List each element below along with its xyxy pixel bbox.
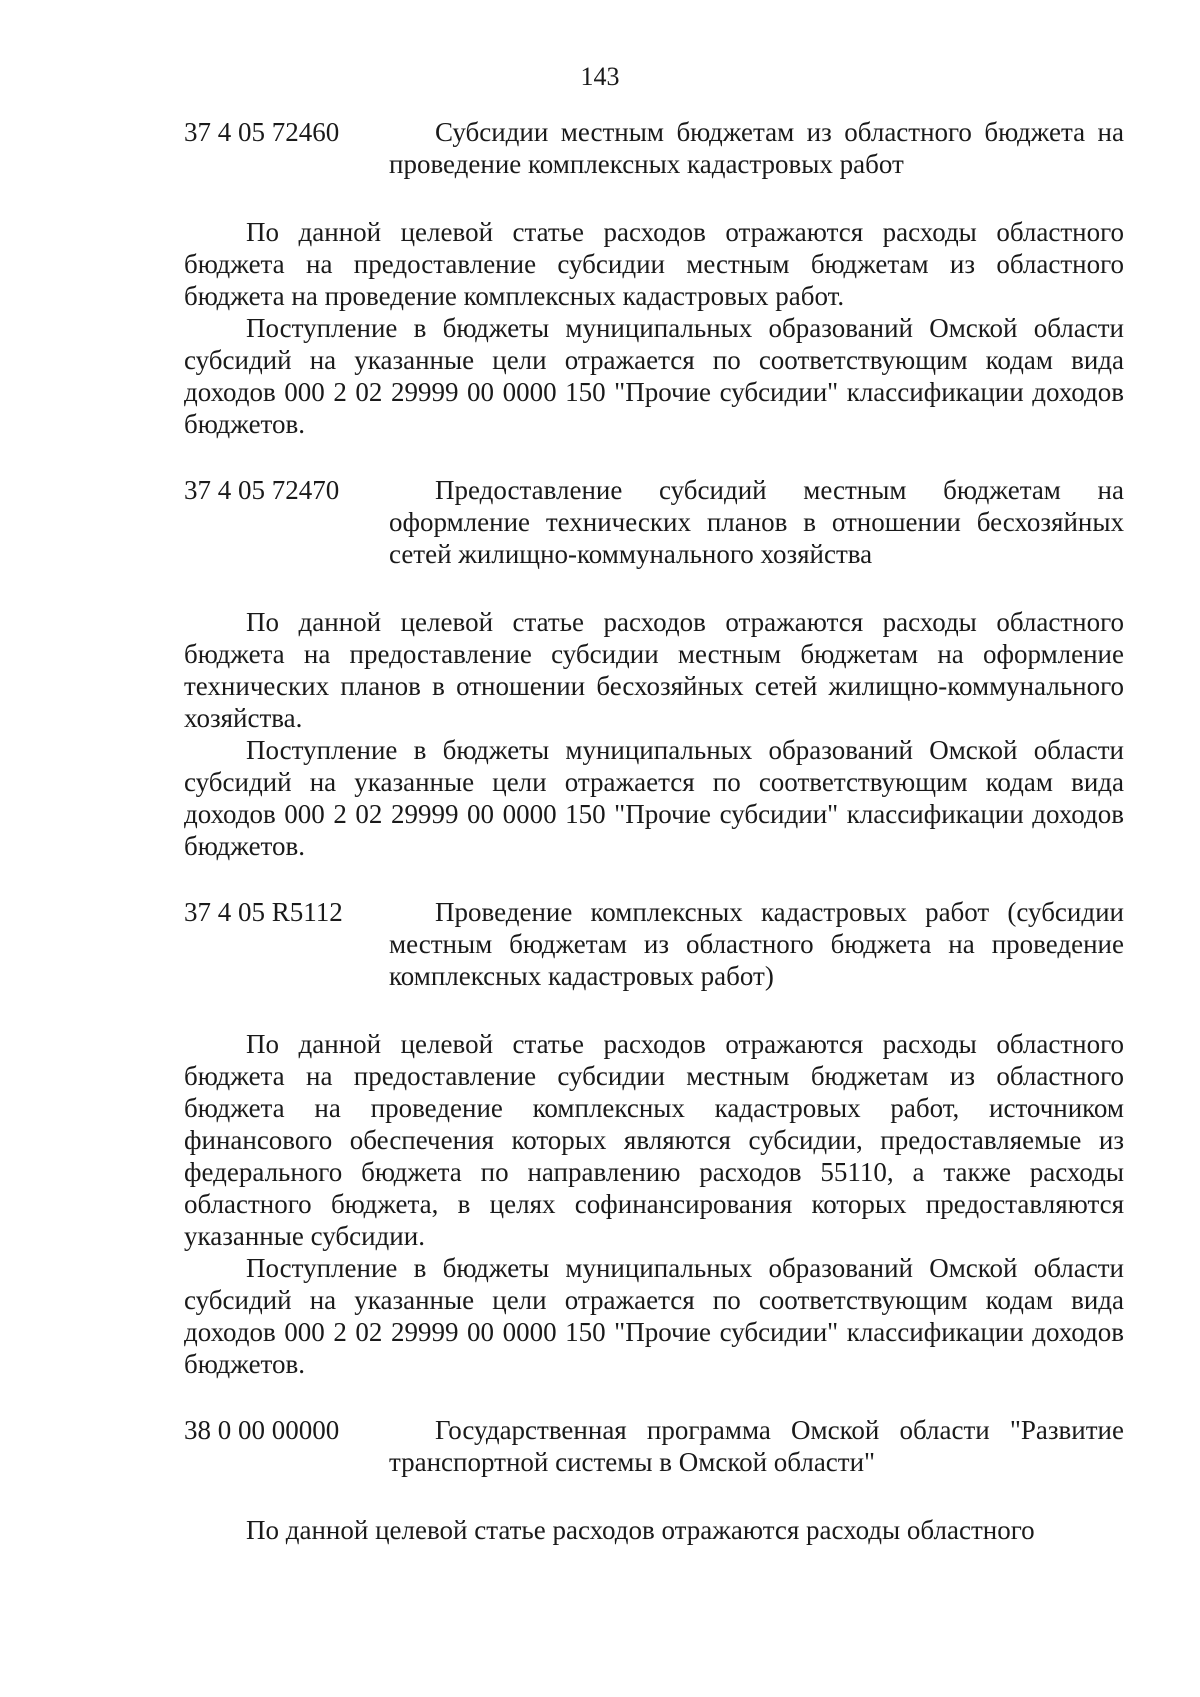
document-body: [184, 116, 1124, 1546]
article-title: Субсидии местным бюджетам из областного бюджета на проведение комплексных кадастровых работ: [389, 117, 1124, 179]
article-header: [184, 1414, 1124, 1478]
article-38-0-00-00000: [184, 1414, 1124, 1546]
article-code: 37 4 05 R5112: [184, 897, 343, 927]
article-37-4-05-72470: [184, 474, 1124, 862]
article-code: 37 4 05 72460: [184, 117, 340, 147]
article-code: 38 0 00 00000: [184, 1415, 340, 1445]
article-37-4-05-R5112: [184, 896, 1124, 1380]
article-paragraph: Поступление в бюджеты муниципальных образований Омской области субсидий на указанные цели отражается по соответствующим кодам вида доходов 000 2 02 29999 00 0000 150 "Прочие субсидии" классификации доходов бюджетов.: [184, 313, 1124, 439]
article-paragraph: По данной целевой статье расходов отражаются расходы областного бюджета на предоставление субсидии местным бюджетам на оформление технических планов в отношении бесхозяйных сетей жилищно-коммунального хозяйства.: [184, 607, 1124, 733]
article-paragraph: По данной целевой статье расходов отражаются расходы областного: [246, 1515, 1035, 1545]
article-title: Предоставление субсидий местным бюджетам на оформление технических планов в отношении бесхозяйных сетей жилищно-коммунального хозяйства: [389, 475, 1124, 569]
article-37-4-05-72460: [184, 116, 1124, 440]
article-title: Проведение комплексных кадастровых работ (субсидии местным бюджетам из областного бюджета на проведение комплексных кадастровых работ): [389, 897, 1124, 991]
article-header: [184, 116, 1124, 180]
article-paragraph: Поступление в бюджеты муниципальных образований Омской области субсидий на указанные цели отражается по соответствующим кодам вида доходов 000 2 02 29999 00 0000 150 "Прочие субсидии" классификации доходов бюджетов.: [184, 735, 1124, 861]
article-paragraph: Поступление в бюджеты муниципальных образований Омской области субсидий на указанные цели отражается по соответствующим кодам вида доходов 000 2 02 29999 00 0000 150 "Прочие субсидии" классификации доходов бюджетов.: [184, 1253, 1124, 1379]
article-title: Государственная программа Омской области "Развитие транспортной системы в Омской области": [389, 1415, 1124, 1477]
article-paragraph: По данной целевой статье расходов отражаются расходы областного бюджета на предоставление субсидии местным бюджетам из областного бюджета на проведение комплексных кадастровых работ, источником финансового обеспечения которых являются субсидии, предоставляемые из федерального бюджета по направлению расходов 55110, а также расходы областного бюджета, в целях софинансирования которых предоставляются указанные субсидии.: [184, 1029, 1124, 1251]
page-number: 143: [580, 62, 620, 91]
article-header: [184, 896, 1124, 992]
article-header: [184, 474, 1124, 570]
article-code: 37 4 05 72470: [184, 475, 340, 505]
article-paragraph: По данной целевой статье расходов отражаются расходы областного бюджета на предоставление субсидии местным бюджетам из областного бюджета на проведение комплексных кадастровых работ.: [184, 217, 1124, 311]
